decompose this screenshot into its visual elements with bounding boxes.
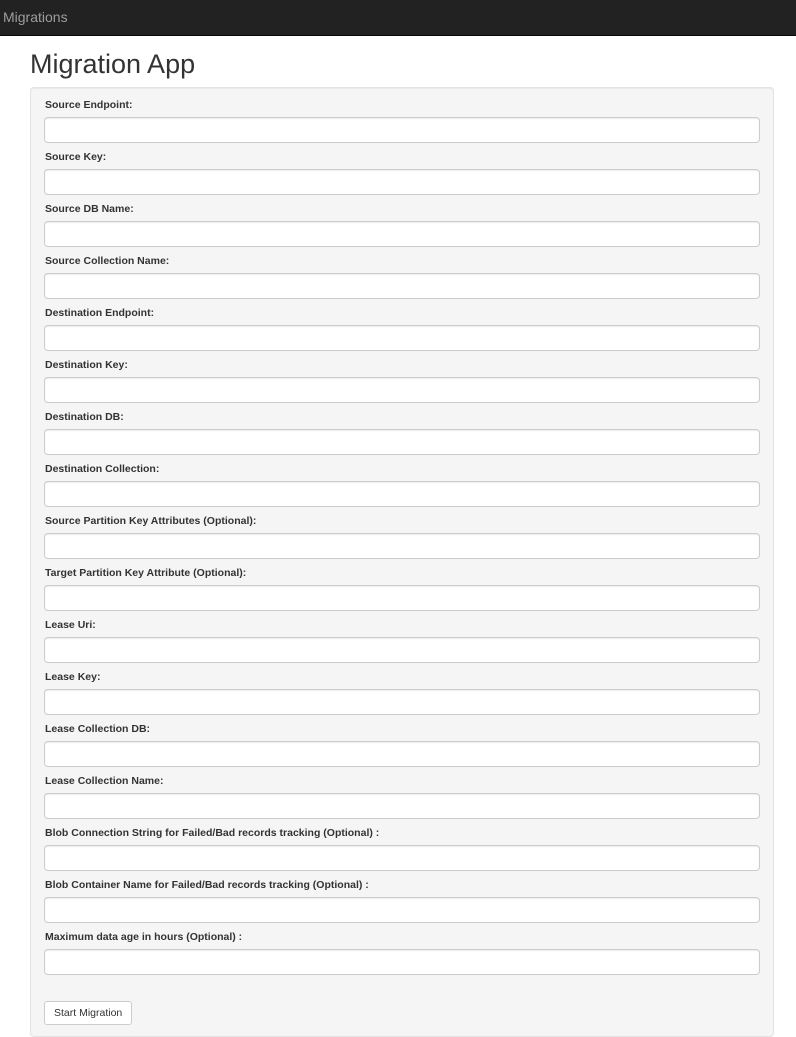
field-target-partition-key	[44, 556, 760, 608]
destination-db-label: Destination DB:	[45, 411, 124, 423]
field-source-collection-name	[44, 244, 760, 296]
field-source-key	[44, 140, 760, 192]
field-source-partition-key	[44, 504, 760, 556]
source-key-label: Source Key:	[45, 151, 107, 163]
navbar-brand-link[interactable]: Migrations	[3, 9, 68, 25]
field-max-data-age	[44, 920, 760, 972]
field-source-endpoint	[44, 88, 760, 140]
destination-collection-label: Destination Collection:	[45, 463, 160, 475]
field-destination-endpoint	[44, 296, 760, 348]
field-lease-uri	[44, 608, 760, 660]
blob-container-name-label: Blob Container Name for Failed/Bad records tracking (Optional) :	[45, 879, 369, 891]
destination-endpoint-label: Destination Endpoint:	[45, 307, 155, 319]
source-endpoint-label: Source Endpoint:	[45, 99, 133, 111]
lease-uri-label: Lease Uri:	[45, 619, 96, 631]
source-db-name-label: Source DB Name:	[45, 203, 134, 215]
field-source-db-name	[44, 192, 760, 244]
max-data-age-input[interactable]	[44, 949, 760, 975]
page-title: Migration App	[30, 49, 196, 79]
field-destination-key	[44, 348, 760, 400]
source-partition-key-label: Source Partition Key Attributes (Optional):	[45, 515, 257, 527]
target-partition-key-label: Target Partition Key Attribute (Optional):	[45, 567, 247, 579]
navbar	[0, 0, 796, 36]
migration-form	[30, 87, 774, 1037]
field-lease-collection-db	[44, 712, 760, 764]
lease-collection-db-label: Lease Collection DB:	[45, 723, 151, 735]
field-destination-collection	[44, 452, 760, 504]
field-destination-db	[44, 400, 760, 452]
field-blob-connection-string	[44, 816, 760, 868]
start-migration-button[interactable]: Start Migration	[44, 1001, 132, 1025]
lease-key-label: Lease Key:	[45, 671, 101, 683]
field-lease-collection-name	[44, 764, 760, 816]
destination-key-label: Destination Key:	[45, 359, 128, 371]
source-collection-name-label: Source Collection Name:	[45, 255, 170, 267]
blob-connection-string-label: Blob Connection String for Failed/Bad records tracking (Optional) :	[45, 827, 380, 839]
field-lease-key	[44, 660, 760, 712]
lease-collection-name-label: Lease Collection Name:	[45, 775, 164, 787]
max-data-age-label: Maximum data age in hours (Optional) :	[45, 931, 243, 943]
field-blob-container-name	[44, 868, 760, 920]
